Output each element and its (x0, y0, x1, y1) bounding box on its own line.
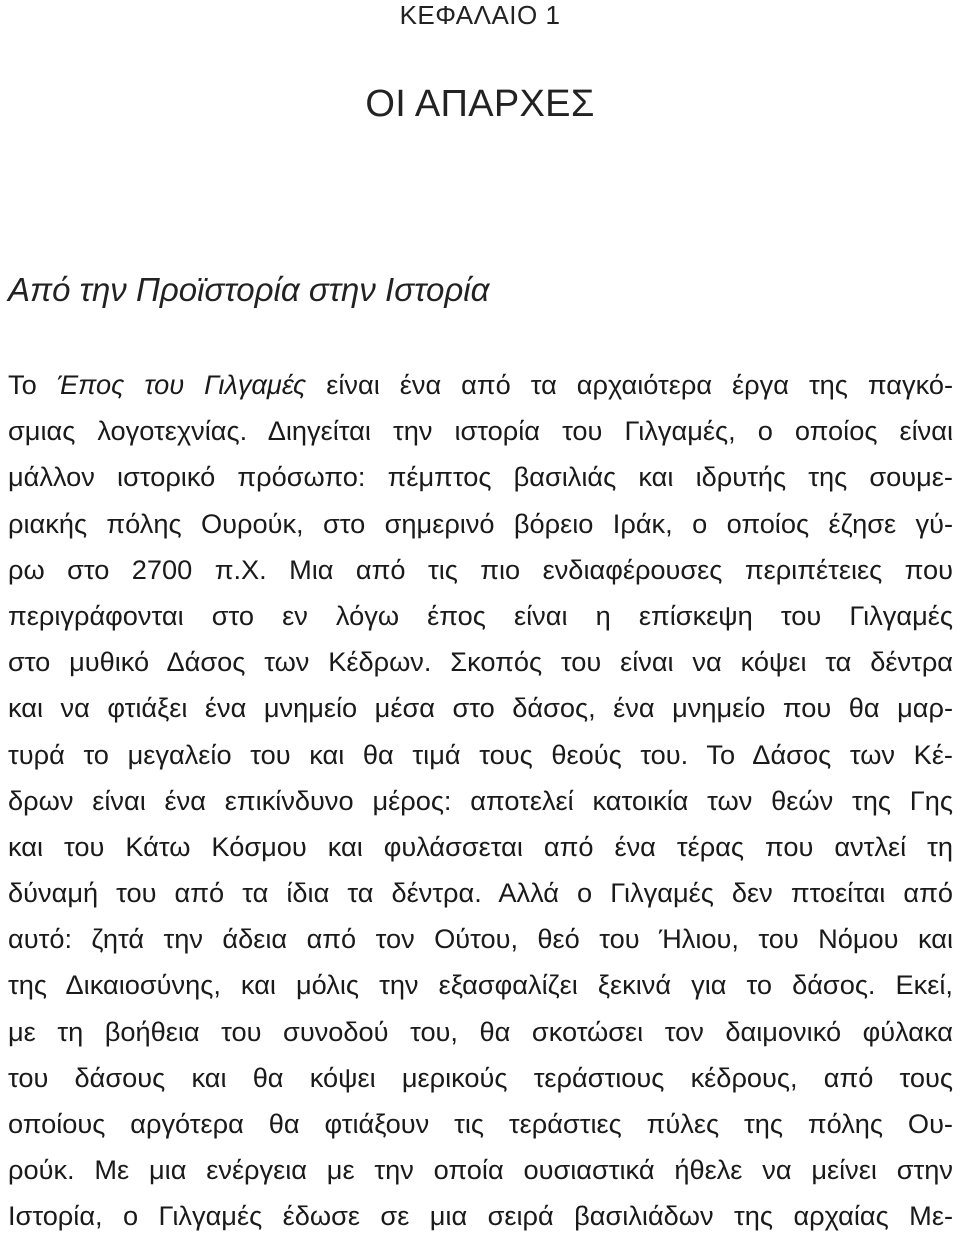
section-heading: Από την Προϊστορία στην Ιστορία (8, 271, 490, 308)
text-line: και να φτιάξει ένα μνημείο μέσα στο δάσος, ένα μνημείο που θα μαρ- (8, 692, 953, 724)
text-line: αυτό: ζητά την άδεια από τον Ούτου, θεό του Ήλιου, του Νόμου και (8, 923, 953, 955)
text-line: οποίους αργότερα θα φτιάξουν τις τεράστιες πύλες της πόλης Ου- (8, 1108, 953, 1139)
text-line: δύναμή του από τα ίδια τα δέντρα. Αλλά ο Γιλγαμές δεν πτοείται από (8, 877, 953, 909)
text-line: ρω στο 2700 π.Χ. Μια από τις πιο ενδιαφέρουσες περιπέτειες που (8, 553, 953, 585)
text-line: σμιας λογοτεχνίας. Διηγείται την ιστορία του Γιλγαμές, ο οποίος είναι (8, 415, 953, 447)
text-line (8, 362, 953, 408)
line-rest: είναι ένα από τα αρχαιότερα έργα της παγκό- (306, 369, 954, 400)
chapter-label: ΚΕΦΑΛΑΙΟ 1 (399, 0, 561, 30)
text-line: της Δικαιοσύνης, και μόλις την εξασφαλίζει ξεκινά για το δάσος. Εκεί, (8, 969, 953, 1001)
text-line: του δάσους και θα κόψει μερικούς τεράστιους κέδρους, από τους (8, 1061, 953, 1093)
text-line: ρούκ. Με μια ενέργεια με την οποία ουσιαστικά ήθελε να μείνει στην (8, 1154, 953, 1186)
text-line: με τη βοήθεια του συνοδού του, θα σκοτώσει τον δαιμονικό φύλακα (8, 1015, 953, 1047)
body-paragraph (8, 362, 953, 1240)
text-line: περιγράφονται στο εν λόγω έπος είναι η επίσκεψη του Γιλγαμές (8, 599, 953, 631)
chapter-title: ΟΙ ΑΠΑΡΧΕΣ (365, 83, 595, 125)
text-line: μάλλον ιστορικό πρόσωπο: πέμπτος βασιλιάς και ιδρυτής της σουμε- (8, 461, 953, 493)
text-line: και του Κάτω Κόσμου και φυλάσσεται από ένα τέρας που αντλεί τη (8, 830, 953, 862)
book-title: Έπος του Γιλγαμές (56, 369, 307, 400)
text-line: τυρά το μεγαλείο του και θα τιμά τους θεούς του. Το Δάσος των Κέ- (8, 738, 953, 770)
text-line: δρων είναι ένα επικίνδυνο μέρος: αποτελεί κατοικία των θεών της Γης (8, 784, 953, 816)
text-line: Ιστορία, ο Γιλγαμές έδωσε σε μια σειρά βασιλιάδων της αρχαίας Με- (8, 1200, 953, 1232)
text-line: στο μυθικό Δάσος των Κέδρων. Σκοπός του είναι να κόψει τα δέντρα (8, 646, 953, 678)
text-line: ριακής πόλης Ουρούκ, στο σημερινό βόρειο Ιράκ, ο οποίος έζησε γύ- (8, 507, 953, 539)
line-lead: Το (8, 369, 57, 400)
